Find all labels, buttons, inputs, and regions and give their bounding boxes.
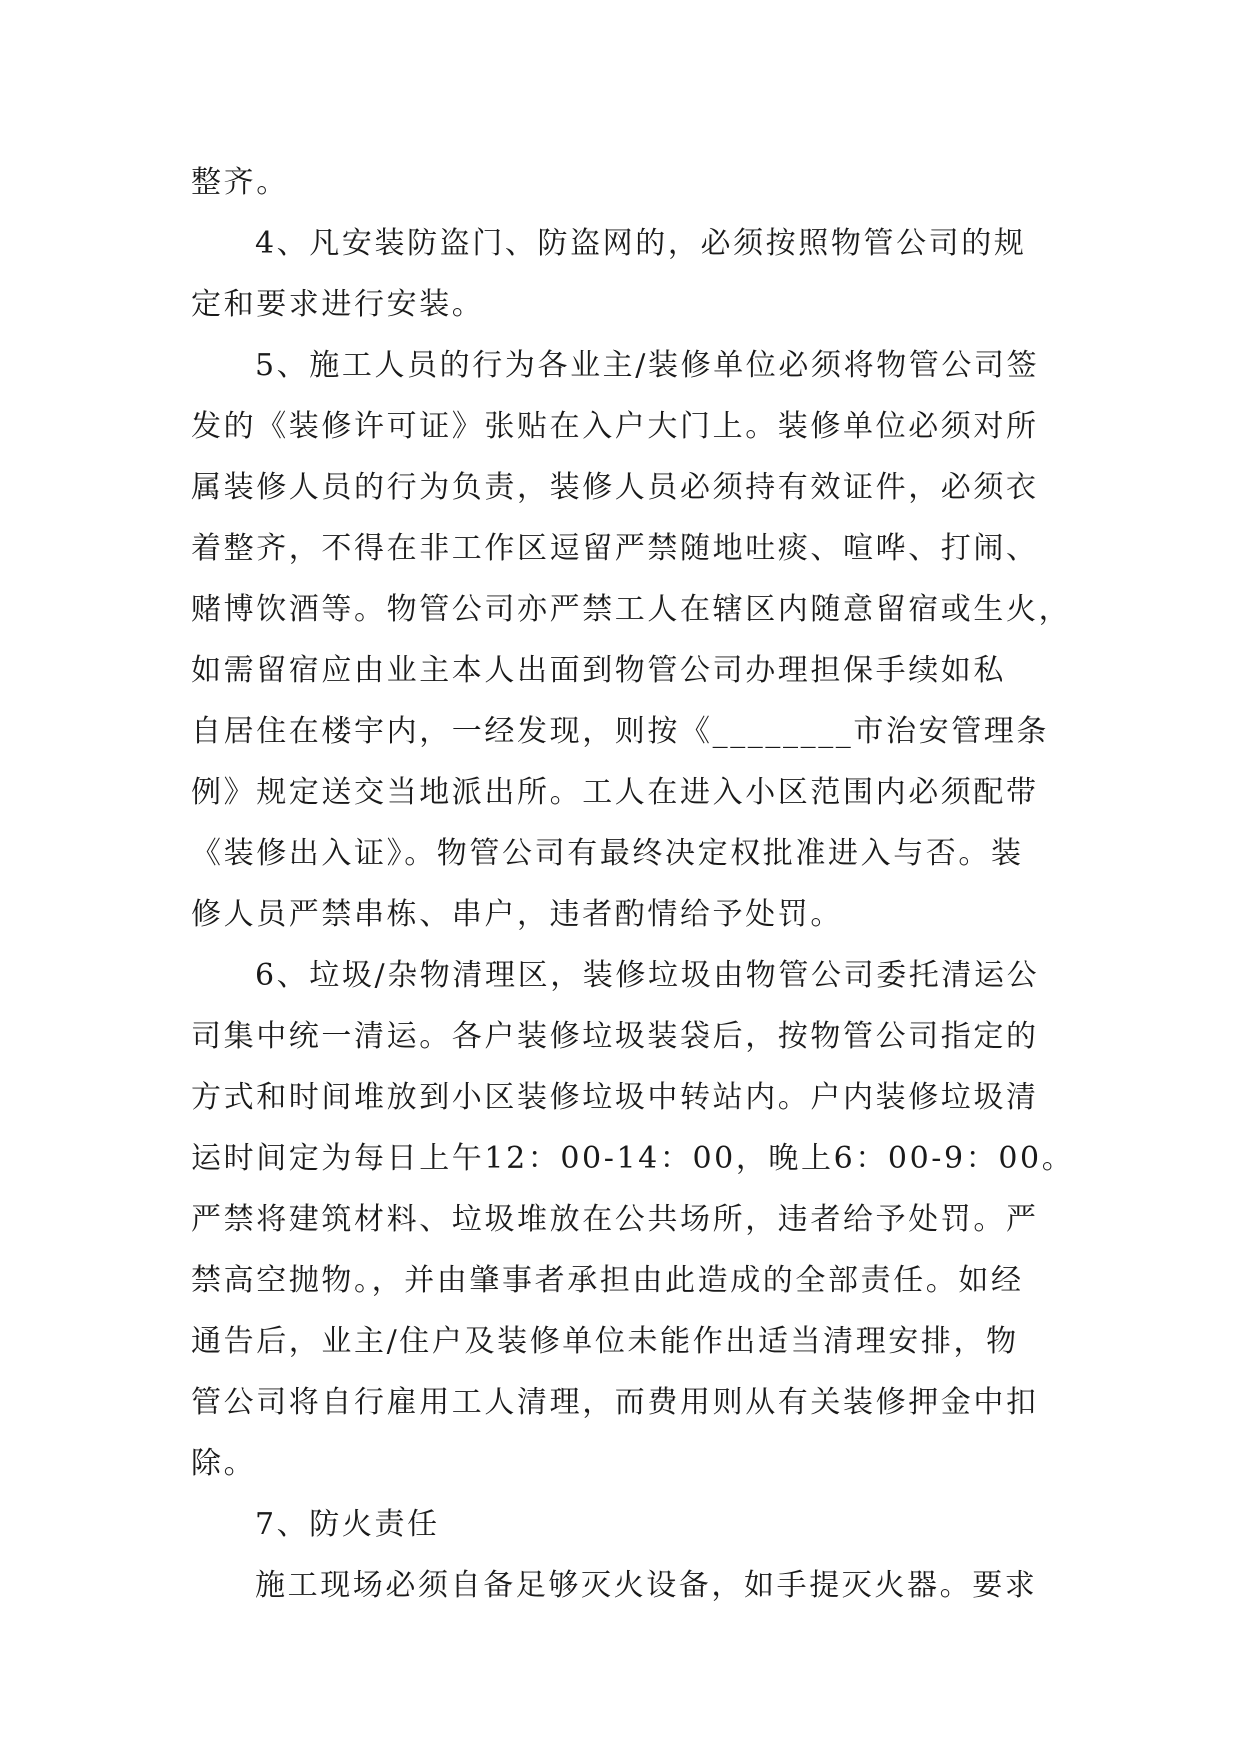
text-line: 定和要求进行安装。 [191,287,485,322]
text-line: 赌博饮酒等。物管公司亦严禁工人在辖区内随意留宿或生火， [191,592,1072,627]
text-line: 《装修出入证》。物管公司有最终决定权批准进入与否。装 [191,836,1024,871]
text-line: 发的《装修许可证》张贴在入户大门上。装修单位必须对所 [191,409,1039,444]
text-line: 司集中统一清运。各户装修垃圾装袋后，按物管公司指定的 [191,1019,1039,1054]
text-line: 属装修人员的行为负责，装修人员必须持有效证件，必须衣 [191,470,1039,505]
text-line: 禁高空抛物。，并由肇事者承担由此造成的全部责任。如经 [191,1263,1024,1298]
text-line: 6、垃圾/杂物清理区，装修垃圾由物管公司委托清运公 [255,958,1040,993]
text-line: 例》规定送交当地派出所。工人在进入小区范围内必须配带 [191,775,1039,810]
text-line: 严禁将建筑材料、垃圾堆放在公共场所，违者给予处罚。严 [191,1202,1039,1237]
text-line: 4、凡安装防盗门、防盗网的，必须按照物管公司的规 [255,226,1027,261]
text-line: 运时间定为每日上午12：00-14：00，晚上6：00-9：00。 [191,1141,1075,1176]
text-line: 修人员严禁串栋、串户，违者酌情给予处罚。 [191,897,843,932]
text-line: 施工现场必须自备足够灭火设备，如手提灭火器。要求 [255,1568,1038,1603]
document-body [191,152,1075,1616]
text-line: 7、防火责任 [255,1507,440,1542]
text-line: 5、施工人员的行为各业主/装修单位必须将物管公司签 [255,348,1040,383]
text-line: 自居住在楼宇内，一经发现，则按《________市治安管理条 [191,714,1049,749]
text-line: 除。 [191,1446,257,1481]
text-line: 整齐。 [191,165,289,200]
text-line: 如需留宿应由业主本人出面到物管公司办理担保手续如私 [191,653,1006,688]
text-line: 通告后，业主/住户及装修单位未能作出适当清理安排，物 [191,1324,1019,1359]
text-line: 方式和时间堆放到小区装修垃圾中转站内。户内装修垃圾清 [191,1080,1039,1115]
text-line: 管公司将自行雇用工人清理，而费用则从有关装修押金中扣 [191,1385,1039,1420]
text-line: 着整齐，不得在非工作区逗留严禁随地吐痰、喧哗、打闹、 [191,531,1039,566]
